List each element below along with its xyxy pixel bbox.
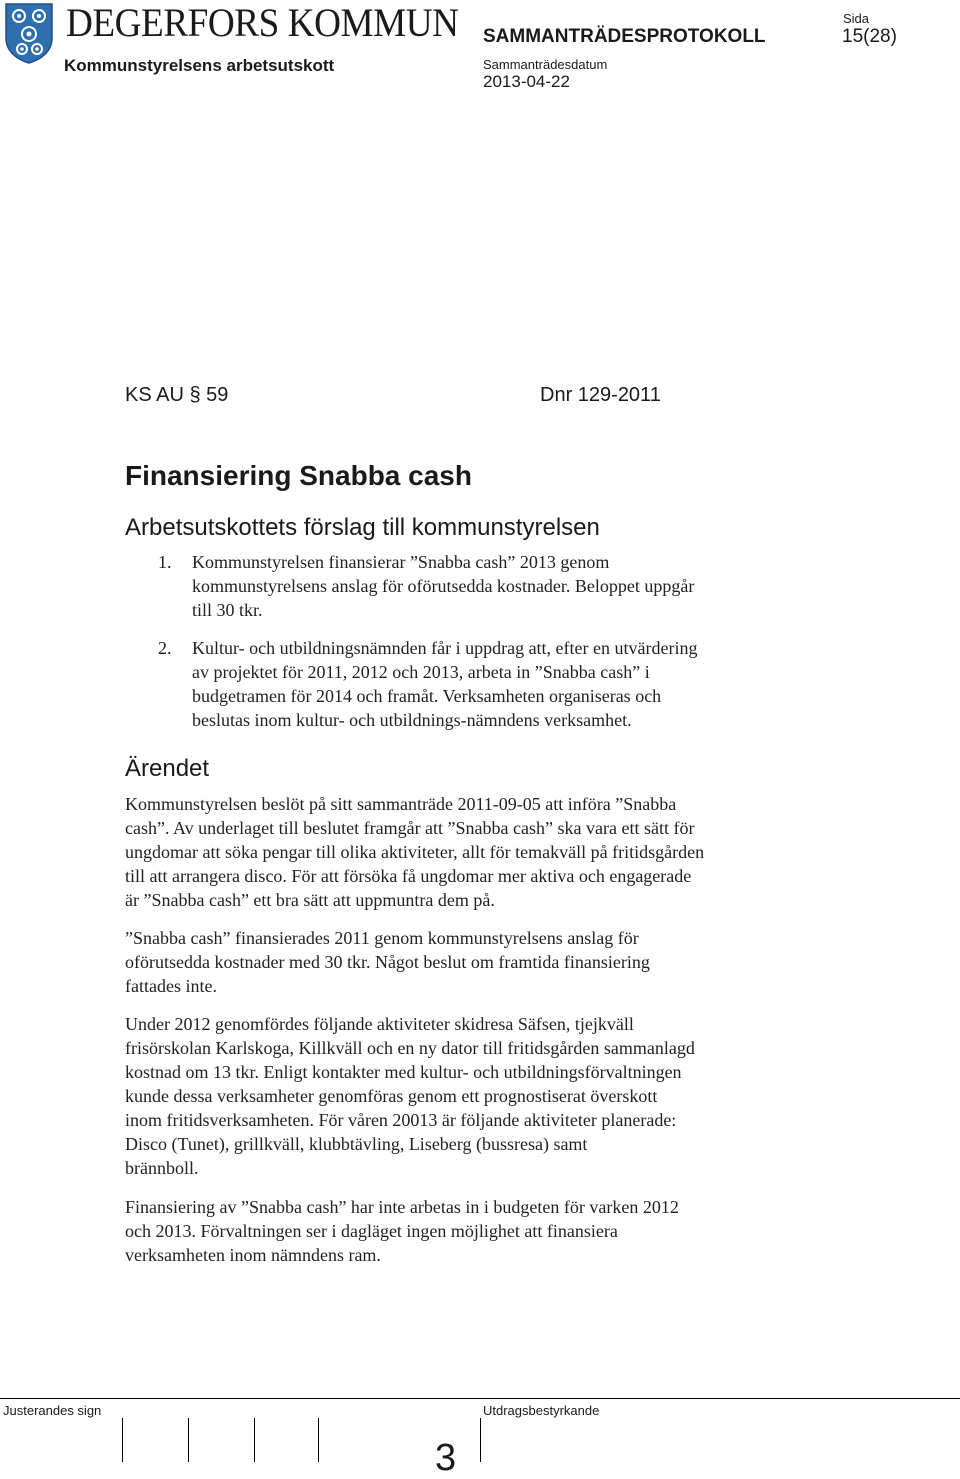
signature-divider xyxy=(188,1418,189,1462)
paragraph-line: cash”. Av underlaget till beslutet framgår att ”Snabba cash” ska vara ett sätt för xyxy=(125,818,695,838)
paragraph-line: till att arrangera disco. För att försöka få ungdomar mer aktiva och engagerade xyxy=(125,866,692,886)
paragraph xyxy=(125,792,815,912)
footer-divider xyxy=(0,1398,960,1399)
case-heading: Ärendet xyxy=(125,755,210,782)
paragraph-line: Under 2012 genomfördes följande aktiviteter skidresa Säfsen, tjejkväll xyxy=(125,1014,634,1034)
signature-divider xyxy=(318,1418,319,1462)
list-item-line: beslutas inom kultur- och utbildnings-nämndens verksamhet. xyxy=(192,710,632,730)
page-label: Sida xyxy=(843,11,870,26)
paragraph xyxy=(125,1012,815,1180)
signature-divider xyxy=(480,1418,481,1462)
signature-divider xyxy=(254,1418,255,1462)
paragraph-line: är ”Snabba cash” ett bra sätt att uppmuntra dem på. xyxy=(125,890,495,910)
paragraph-line: brännboll. xyxy=(125,1158,199,1178)
committee-name: Kommunstyrelsens arbetsutskott xyxy=(64,56,335,75)
document-type: SAMMANTRÄDESPROTOKOLL xyxy=(483,26,766,47)
list-item-line: Kommunstyrelsen finansierar ”Snabba cash” 2013 genom xyxy=(192,552,610,572)
list-item-line: kommunstyrelsens anslag för oförutsedda kostnader. Beloppet uppgår xyxy=(192,576,695,596)
paragraph-line: Kommunstyrelsen beslöt på sitt sammanträde 2011-09-05 att införa ”Snabba xyxy=(125,794,677,814)
list-item-number: 1. xyxy=(158,552,172,572)
proposal-heading: Arbetsutskottets förslag till kommunstyrelsen xyxy=(125,514,600,541)
diary-number: Dnr 129-2011 xyxy=(540,384,661,406)
list-item-number: 2. xyxy=(158,638,172,658)
list-item-line: till 30 tkr. xyxy=(192,600,263,620)
paragraph-line: kunde dessa verksamheter genomföras genom ett prognostiserat överskott xyxy=(125,1086,658,1106)
paragraph-line: frisörskolan Karlskoga, Killkväll och en ny dator till fritidsgården sammanlagd xyxy=(125,1038,695,1058)
coat-of-arms-icon xyxy=(4,2,54,64)
paragraph-line: oförutsedda kostnader med 30 tkr. Något beslut om framtida finansiering xyxy=(125,952,650,972)
list-item-line: av projektet för 2011, 2012 och 2013, arbeta in ”Snabba cash” i xyxy=(192,662,650,682)
page-number: 15(28) xyxy=(842,26,897,47)
paragraph xyxy=(125,926,815,998)
extract-certification-label: Utdragsbestyrkande xyxy=(483,1403,600,1418)
paragraph-line: verksamheten inom nämndens ram. xyxy=(125,1245,381,1265)
paragraph-line: Finansiering av ”Snabba cash” har inte arbetas in i budgeten för varken 2012 xyxy=(125,1197,679,1217)
paragraph-line: och 2013. Förvaltningen ser i dagläget ingen möjlighet att finansiera xyxy=(125,1221,618,1241)
paragraph-line: inom fritidsverksamheten. För våren 20013 är följande aktiviteter planerade: xyxy=(125,1110,677,1130)
meeting-date-label: Sammanträdesdatum xyxy=(483,57,608,72)
meeting-date: 2013-04-22 xyxy=(483,72,570,91)
paragraph-line: Disco (Tunet), grillkväll, klubbtävling, Liseberg (bussresa) samt xyxy=(125,1134,588,1154)
list-item-line: budgetramen för 2014 och framåt. Verksamheten organiseras och xyxy=(192,686,662,706)
paragraph-line: fattades inte. xyxy=(125,976,217,996)
list-item-line: Kultur- och utbildningsnämnden får i uppdrag att, efter en utvärdering xyxy=(192,638,698,658)
signature-divider xyxy=(122,1418,123,1462)
adjuster-signature-label: Justerandes sign xyxy=(3,1403,102,1418)
page-title: Finansiering Snabba cash xyxy=(125,460,472,491)
paragraph-line: kostnad om 13 tkr. Enligt kontakter med kultur- och utbildningsförvaltningen xyxy=(125,1062,682,1082)
organization-name: DEGERFORS KOMMUN xyxy=(66,0,459,45)
paragraph-line: ”Snabba cash” finansierades 2011 genom kommunstyrelsens anslag för xyxy=(125,928,639,948)
paragraph-line: ungdomar att söka pengar till olika aktiviteter, allt för temakväll på fritidsgården xyxy=(125,842,705,862)
handwritten-number: 3 xyxy=(435,1437,457,1479)
section-identifier: KS AU § 59 xyxy=(125,384,229,406)
paragraph xyxy=(125,1195,815,1267)
